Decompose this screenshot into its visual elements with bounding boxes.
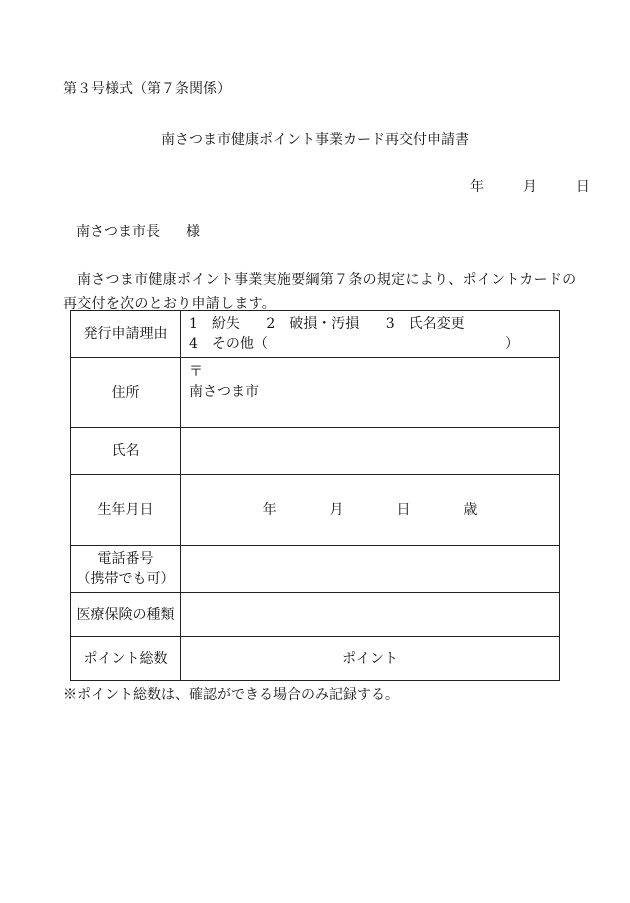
date-month-label: 月 [522,179,537,195]
reason-option-other[interactable]: 4 その他（ [189,336,268,352]
points-field[interactable] [181,637,560,681]
insurance-field[interactable] [181,593,560,637]
phone-label [71,546,181,593]
form-number: 第３号様式（第７条関係） [63,81,231,97]
reason-label: 発行申請理由 [71,311,181,358]
reason-options[interactable] [181,311,560,358]
reason-option-lost[interactable]: 1 紛失 [189,316,240,332]
table-row [71,637,560,681]
birth-month-label: 月 [329,502,344,518]
recipient [76,225,200,239]
table-row [71,428,560,475]
age-label: 歳 [463,502,478,518]
reason-other-close-paren: ） [505,336,519,352]
footnote: ※ポイント総数は、確認ができる場合のみ記録する。 [63,687,399,703]
name-label: 氏名 [71,428,181,475]
birth-field[interactable] [181,475,560,546]
birth-year-label: 年 [262,502,277,518]
address-label: 住所 [71,358,181,428]
body-text: 南さつま市健康ポイント事業実施要綱第７条の規定により、ポイントカードの再交付を次のとおり申請します。 [63,272,577,312]
address-field[interactable] [181,358,560,428]
birth-label: 生年月日 [71,475,181,546]
date-line [470,180,590,194]
date-day-label: 日 [575,179,590,195]
postal-mark: 〒 [189,364,203,380]
points-label: ポイント総数 [71,637,181,681]
phone-field[interactable] [181,546,560,593]
table-row [71,311,560,358]
phone-label-line2: （携帯でも可） [76,571,175,587]
points-unit: ポイント [342,650,398,667]
table-row [71,593,560,637]
application-form-table [70,310,560,681]
table-row [71,358,560,428]
address-city: 南さつま市 [189,384,259,400]
phone-label-line1: 電話番号 [97,551,154,567]
reason-option-name-change[interactable]: 3 氏名変更 [385,316,465,332]
name-field[interactable] [181,428,560,475]
recipient-name: 南さつま市長 [76,224,160,240]
table-row [71,546,560,593]
table-row [71,475,560,546]
document-title: 南さつま市健康ポイント事業カード再交付申請書 [161,132,469,148]
insurance-label: 医療保険の種類 [71,593,181,637]
birth-day-label: 日 [396,502,411,518]
date-year-label: 年 [470,179,484,195]
recipient-honorific: 様 [186,224,200,240]
reason-option-damaged[interactable]: 2 破損・汚損 [266,316,360,332]
